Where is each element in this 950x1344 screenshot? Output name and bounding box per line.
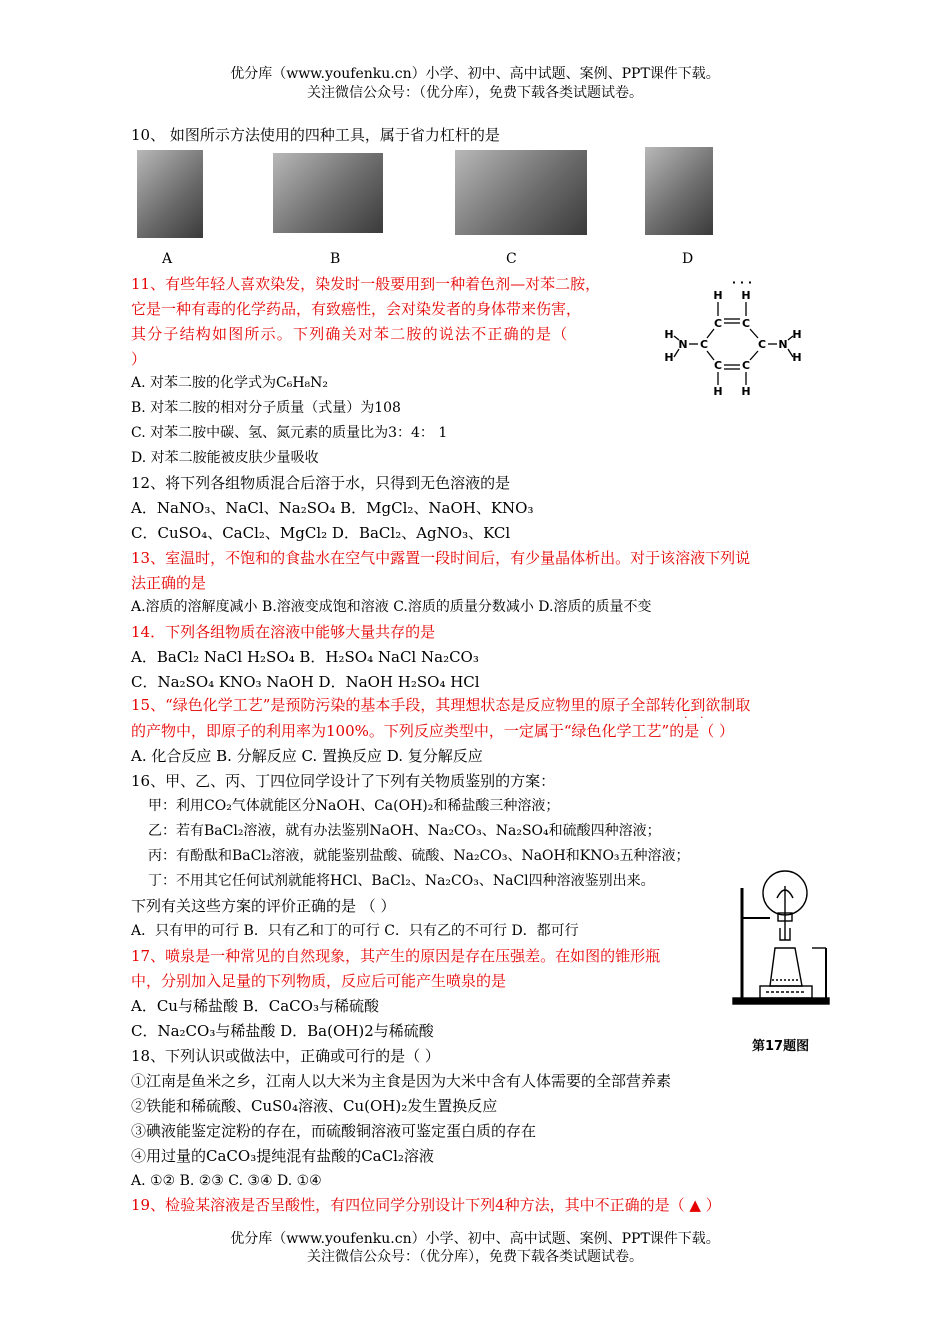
q18-item-2: ②铁能和稀硫酸、CuS0₄溶液、Cu(OH)₂发生置换反应	[131, 1097, 498, 1115]
q11-line-2: 它是一种有毒的化学药品，有致癌性，会对染发者的身体带来伤害，	[131, 300, 582, 318]
footer-line-2: 关注微信公众号：（优分库），免费下载各类试题试卷。	[307, 1249, 643, 1265]
c-atom: C	[699, 338, 709, 351]
footer-line-1: 优分库（www.youfenku.cn）小学、初中、高中试题、案例、PPT课件下载。	[230, 1231, 720, 1247]
q16-plan-jia: 甲：利用CO₂气体就能区分NaOH、Ca(OH)₂和稀盐酸三种溶液；	[148, 798, 560, 814]
q14-stem: 14．下列各组物质在溶液中能够大量共存的是	[131, 623, 436, 641]
h-atom: H	[741, 289, 751, 302]
q15-options: A. 化合反应 B. 分解反应 C. 置换反应 D. 复分解反应	[131, 747, 483, 765]
q16-options: A．只有甲的可行 B．只有乙和丁的可行 C．只有乙的不可行 D．都可行	[131, 923, 579, 939]
q12-stem: 12、将下列各组物质混合后溶于水，只得到无色溶液的是	[131, 474, 511, 492]
q11-line-3: 其分子结构如图所示。下列确关对苯二胺的说法不正确的是（	[131, 325, 569, 343]
q17-figure-caption: 第17题图	[752, 1039, 810, 1054]
q17-line-1: 17、喷泉是一种常见的自然现象，其产生的原因是存在压强差。在如图的锥形瓶	[131, 947, 661, 965]
q18-options: A. ①② B. ②③ C. ③④ D. ①④	[131, 1173, 322, 1189]
q11-line-4: ）	[131, 350, 147, 368]
q10-image-a-tongs	[137, 150, 203, 238]
h-atom: H	[713, 385, 723, 398]
h-atom: H	[664, 351, 674, 364]
q14-options-cd: C．Na₂SO₄ KNO₃ NaOH D．NaOH H₂SO₄ HCl	[131, 673, 480, 691]
c-atom: C	[741, 317, 751, 330]
q16-stem: 16、甲、乙、丙、丁四位同学设计了下列有关物质鉴别的方案：	[131, 772, 556, 790]
q15-line-2: 的产物中，即原子的利用率为100%。下列反应类型中，一定属于“绿色化学工艺”的是（ ）	[131, 722, 734, 740]
q19-stem: 19、检验某溶液是否呈酸性，有四位同学分别设计下列4种方法，其中不正确的是（ ▲ ）	[131, 1196, 721, 1214]
q16-ask: 下列有关这些方案的评价正确的是 （ ）	[131, 897, 396, 915]
q10-stem: 10、 如图所示方法使用的四种工具，属于省力杠杆的是	[131, 126, 500, 144]
q18-stem: 18、下列认识或做法中，正确或可行的是（ ）	[131, 1047, 440, 1065]
q13-line-2: 法正确的是	[131, 574, 207, 592]
h-atom: H	[664, 328, 674, 341]
c-atom: C	[741, 359, 751, 372]
q11-structure-dots: · · ·	[731, 276, 753, 289]
q16-plan-bing: 丙：有酚酞和BaCl₂溶液，就能鉴别盐酸、硫酸、Na₂CO₃、NaOH和KNO₃五种溶液；	[148, 848, 690, 864]
q18-item-1: ①江南是鱼米之乡，江南人以大米为主食是因为大米中含有人体需要的全部营养素	[131, 1072, 672, 1090]
q11-line-1: 11、有些年轻人喜欢染发，染发时一般要用到一种着色剂—对苯二胺，	[131, 275, 601, 293]
header-line-1: 优分库（www.youfenku.cn）小学、初中、高中试题、案例、PPT课件下载。	[230, 66, 720, 82]
n-atom: N	[778, 338, 788, 351]
q10-image-b-chopsticks	[273, 153, 383, 233]
q10-label-d: D	[682, 251, 694, 267]
q13-line-1: 13、室温时，不饱和的食盐水在空气中露置一段时间后，有少量晶体析出。对于该溶液下列说	[131, 549, 751, 567]
h-atom: H	[792, 351, 802, 364]
q16-plan-ding: 丁：不用其它任何试剂就能将HCl、BaCl₂、Na₂CO₃、NaCl四种溶液鉴别出来。	[148, 873, 655, 889]
q15-line-1: 15、“绿色化学工艺”是预防污染的基本手段，其理想状态是反应物里的原子全部转化到欲制取	[131, 696, 751, 714]
h-atom: H	[792, 328, 802, 341]
q11-option-c: C. 对苯二胺中碳、氢、氮元素的质量比为3：4： 1	[131, 425, 448, 441]
q16-plan-yi: 乙：若有BaCl₂溶液，就有办法鉴别NaOH、Na₂CO₃、Na₂SO₄和硫酸四种溶液；	[148, 823, 661, 839]
q17-options-ab: A．Cu与稀盐酸 B．CaCO₃与稀硫酸	[131, 997, 379, 1015]
q13-options: A.溶质的溶解度减小 B.溶液变成饱和溶液 C.溶质的质量分数减小 D.溶质的质量不变	[131, 599, 652, 615]
q10-image-d-hammer	[645, 147, 713, 235]
header-line-2: 关注微信公众号：（优分库），免费下载各类试题试卷。	[307, 85, 643, 101]
c-atom: C	[757, 338, 767, 351]
h-atom: H	[713, 289, 723, 302]
q10-label-b: B	[330, 251, 341, 267]
q10-label-a: A	[162, 251, 173, 267]
q17-fountain-apparatus	[730, 868, 835, 1008]
q18-item-3: ③碘液能鉴定淀粉的存在，而硫酸铜溶液可鉴定蛋白质的存在	[131, 1122, 537, 1140]
c-atom: C	[713, 359, 723, 372]
q17-options-cd: C．Na₂CO₃与稀盐酸 D．Ba(OH)2与稀硫酸	[131, 1022, 434, 1040]
q12-options-cd: C．CuSO₄、CaCl₂、MgCl₂ D．BaCl₂、AgNO₃、KCl	[131, 524, 511, 542]
q10-label-c: C	[506, 251, 517, 267]
q11-molecule-structure	[660, 275, 810, 400]
q14-options-ab: A．BaCl₂ NaCl H₂SO₄ B．H₂SO₄ NaCl Na₂CO₃	[131, 648, 479, 666]
q11-option-d: D. 对苯二胺能被皮肤少量吸收	[131, 450, 319, 466]
q18-item-4: ④用过量的CaCO₃提纯混有盐酸的CaCl₂溶液	[131, 1147, 434, 1165]
q11-option-a: A. 对苯二胺的化学式为C₆H₈N₂	[131, 375, 329, 391]
q17-line-2: 中，分别加入足量的下列物质，反应后可能产生喷泉的是	[131, 972, 507, 990]
q15-emphasis-dot: ·	[684, 711, 688, 724]
q15-emphasis-dot: ·	[700, 711, 704, 724]
n-atom: N	[678, 338, 688, 351]
q11-option-b: B. 对苯二胺的相对分子质量（式量）为108	[131, 400, 401, 416]
q12-options-ab: A．NaNO₃、NaCl、Na₂SO₄ B．MgCl₂、NaOH、KNO₃	[131, 499, 534, 517]
h-atom: H	[741, 385, 751, 398]
c-atom: C	[713, 317, 723, 330]
q10-image-c-tweezers	[455, 150, 587, 235]
